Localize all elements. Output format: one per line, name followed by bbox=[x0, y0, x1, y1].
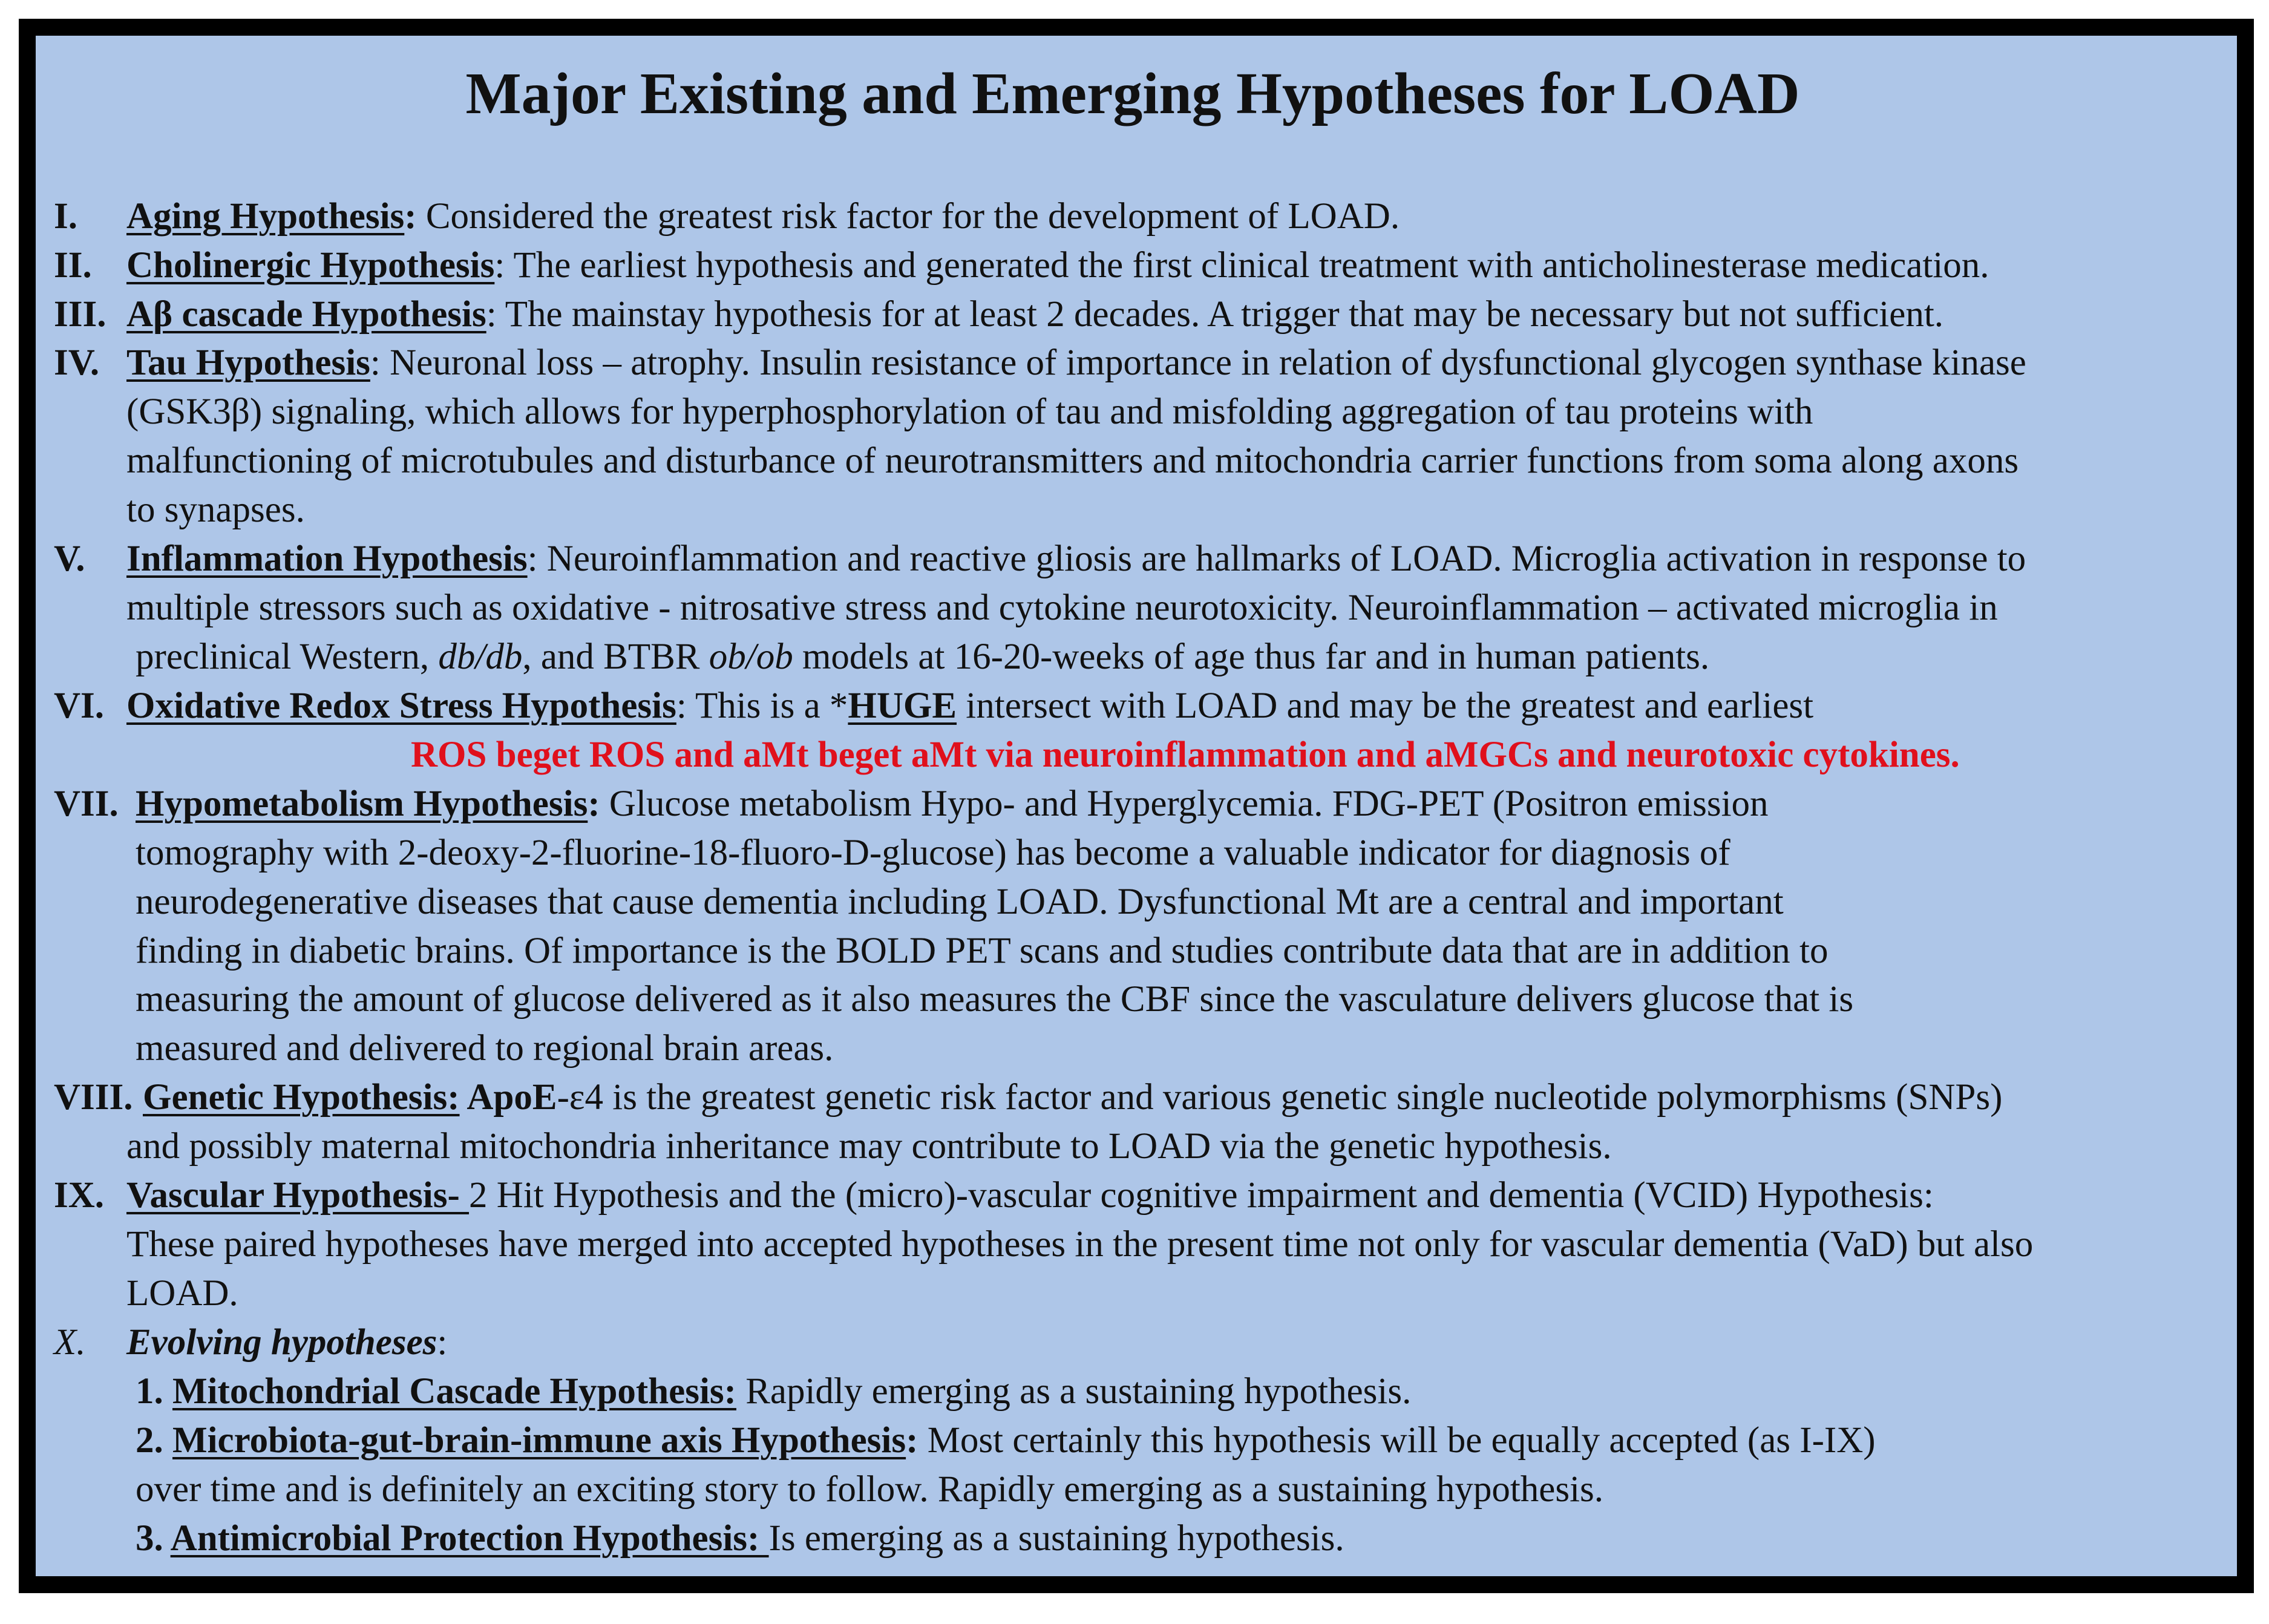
item-heading: Aβ cascade Hypothesis bbox=[126, 294, 486, 335]
page-title: Major Existing and Emerging Hypotheses for LOAD bbox=[465, 61, 1800, 126]
subitem-text: over time and is definitely an exciting story to follow. Rapidly emerging as a sustaining hypothesis. bbox=[136, 1469, 1604, 1510]
item-text: and possibly maternal mitochondria inheritance may contribute to LOAD via the genetic hypothesis. bbox=[126, 1126, 1612, 1167]
item-evolving bbox=[126, 1318, 447, 1367]
item-number: IX. bbox=[54, 1175, 105, 1216]
item-text: : This is a * bbox=[676, 686, 848, 726]
text-run: preclinical Western, bbox=[136, 637, 439, 677]
item-heading: Tau Hypothesis bbox=[126, 342, 370, 383]
item-text: 2 Hit Hypothesis and the (micro)-vascular cognitive impairment and dementia (VCID) Hypothesis: bbox=[469, 1175, 1934, 1216]
item-text: Glucose metabolism Hypo- and Hyperglycemia. FDG-PET (Positron emission bbox=[600, 784, 1769, 824]
text-run: ob/ob bbox=[709, 637, 793, 677]
item-text: measuring the amount of glucose delivered as it also measures the CBF since the vasculature delivers glucose that is bbox=[136, 979, 1854, 1020]
item-colon: : bbox=[588, 784, 600, 824]
item-text: measured and delivered to regional brain areas. bbox=[136, 1028, 834, 1069]
subitem-antimicrobial bbox=[136, 1514, 1344, 1563]
item-heading: Aging Hypothesis bbox=[126, 196, 405, 237]
item-text: neurodegenerative diseases that cause dementia including LOAD. Dysfunctional Mt are a central and important bbox=[136, 882, 1784, 922]
item-tau bbox=[126, 339, 2026, 387]
hypotheses-panel bbox=[19, 19, 2254, 1593]
item-number: II. bbox=[54, 245, 92, 286]
item-oxidative bbox=[126, 682, 1813, 730]
item-abeta bbox=[126, 290, 1943, 339]
text-run: , and BTBR bbox=[522, 637, 709, 677]
subitem-mitochondrial bbox=[136, 1367, 1411, 1416]
item-genetic bbox=[143, 1073, 2002, 1122]
subitem-number: 3. bbox=[136, 1518, 171, 1559]
item-heading: Evolving hypotheses bbox=[126, 1322, 437, 1363]
item-text: to synapses. bbox=[126, 489, 305, 530]
item-number: V. bbox=[54, 539, 85, 579]
item-text: : The earliest hypothesis and generated the first clinical treatment with anticholinesterase medication. bbox=[494, 245, 1989, 286]
item-aging bbox=[126, 192, 1400, 241]
item-vascular bbox=[126, 1171, 1934, 1220]
subitem-text: Is emerging as a sustaining hypothesis. bbox=[768, 1518, 1344, 1559]
item-text: LOAD. bbox=[126, 1273, 238, 1314]
item-text: malfunctioning of microtubules and disturbance of neurotransmitters and mitochondria carrier functions from soma along axons bbox=[126, 440, 2019, 481]
item-text: tomography with 2-deoxy-2-fluorine-18-fluoro-D-glucose) has become a valuable indicator for diagnosis of bbox=[136, 833, 1730, 873]
item-text: These paired hypotheses have merged into accepted hypotheses in the present time not only for vascular dementia (VaD) but also bbox=[126, 1224, 2034, 1265]
item-heading: Inflammation Hypothesis bbox=[126, 539, 528, 579]
item-inflammation bbox=[126, 535, 2026, 583]
item-cholinergic bbox=[126, 241, 1989, 290]
item-text: : Neuronal loss – atrophy. Insulin resistance of importance in relation of dysfunctional glycogen synthase kinase bbox=[370, 342, 2026, 383]
item-heading: Vascular Hypothesis- bbox=[126, 1175, 470, 1216]
text-run: models at 16-20-weeks of age thus far and in human patients. bbox=[793, 637, 1710, 677]
subitem-heading: Antimicrobial Protection Hypothesis: bbox=[170, 1518, 769, 1559]
subitem-number: 1. bbox=[136, 1371, 172, 1412]
item-heading: Hypometabolism Hypothesis bbox=[136, 784, 588, 824]
item-heading: Cholinergic Hypothesis bbox=[126, 245, 495, 286]
item-text: (GSK3β) signaling, which allows for hyperphosphorylation of tau and misfolding aggregation of tau proteins with bbox=[126, 391, 1813, 432]
subitem-number: 2. bbox=[136, 1420, 172, 1461]
item-text: : The mainstay hypothesis for at least 2 decades. A trigger that may be necessary but not sufficient. bbox=[486, 294, 1944, 335]
item-text: Considered the greatest risk factor for the development of LOAD. bbox=[416, 196, 1400, 237]
item-heading: Oxidative Redox Stress Hypothesis bbox=[126, 686, 676, 726]
subitem-colon: : bbox=[906, 1420, 918, 1461]
item-heading: Genetic Hypothesis: bbox=[143, 1077, 460, 1118]
panel-content bbox=[36, 36, 2237, 1576]
apoe-label: ApoE bbox=[459, 1077, 557, 1118]
item-number: III. bbox=[54, 294, 106, 335]
item-hypometabolism bbox=[136, 780, 1769, 828]
subitem-text: Rapidly emerging as a sustaining hypothesis. bbox=[736, 1371, 1412, 1412]
item-number: X. bbox=[54, 1322, 86, 1363]
subitem-text: Most certainly this hypothesis will be equally accepted (as I-IX) bbox=[918, 1420, 1876, 1461]
item-colon: : bbox=[404, 196, 417, 237]
subitem-microbiota bbox=[136, 1416, 1876, 1465]
item-number: VI. bbox=[54, 686, 105, 726]
item-text: : Neuroinflammation and reactive gliosis are hallmarks of LOAD. Microglia activation in response to bbox=[527, 539, 2026, 579]
text-run: db/db bbox=[438, 637, 523, 677]
item-text bbox=[136, 633, 1709, 681]
subitem-heading: Microbiota-gut-brain-immune axis Hypothesis bbox=[172, 1420, 906, 1461]
subitem-heading: Mitochondrial Cascade Hypothesis: bbox=[172, 1371, 736, 1412]
item-text: intersect with LOAD and may be the greatest and earliest bbox=[957, 686, 1814, 726]
item-number: VIII. bbox=[54, 1077, 133, 1118]
huge-emphasis: HUGE bbox=[848, 686, 957, 726]
item-colon: : bbox=[437, 1322, 448, 1363]
item-text: multiple stressors such as oxidative - nitrosative stress and cytokine neurotoxicity. Neuroinflammation – activated microglia in bbox=[126, 588, 1998, 628]
item-number: VII. bbox=[54, 784, 119, 824]
item-number: I. bbox=[54, 196, 77, 237]
item-text: -ε4 is the greatest genetic risk factor and various genetic single nucleotide polymorphisms (SNPs) bbox=[557, 1077, 2003, 1118]
highlight-text: ROS beget ROS and aMt beget aMt via neuroinflammation and aMGCs and neurotoxic cytokines. bbox=[411, 735, 1960, 775]
item-text: finding in diabetic brains. Of importance is the BOLD PET scans and studies contribute data that are in addition to bbox=[136, 931, 1829, 971]
item-number: IV. bbox=[54, 342, 100, 383]
